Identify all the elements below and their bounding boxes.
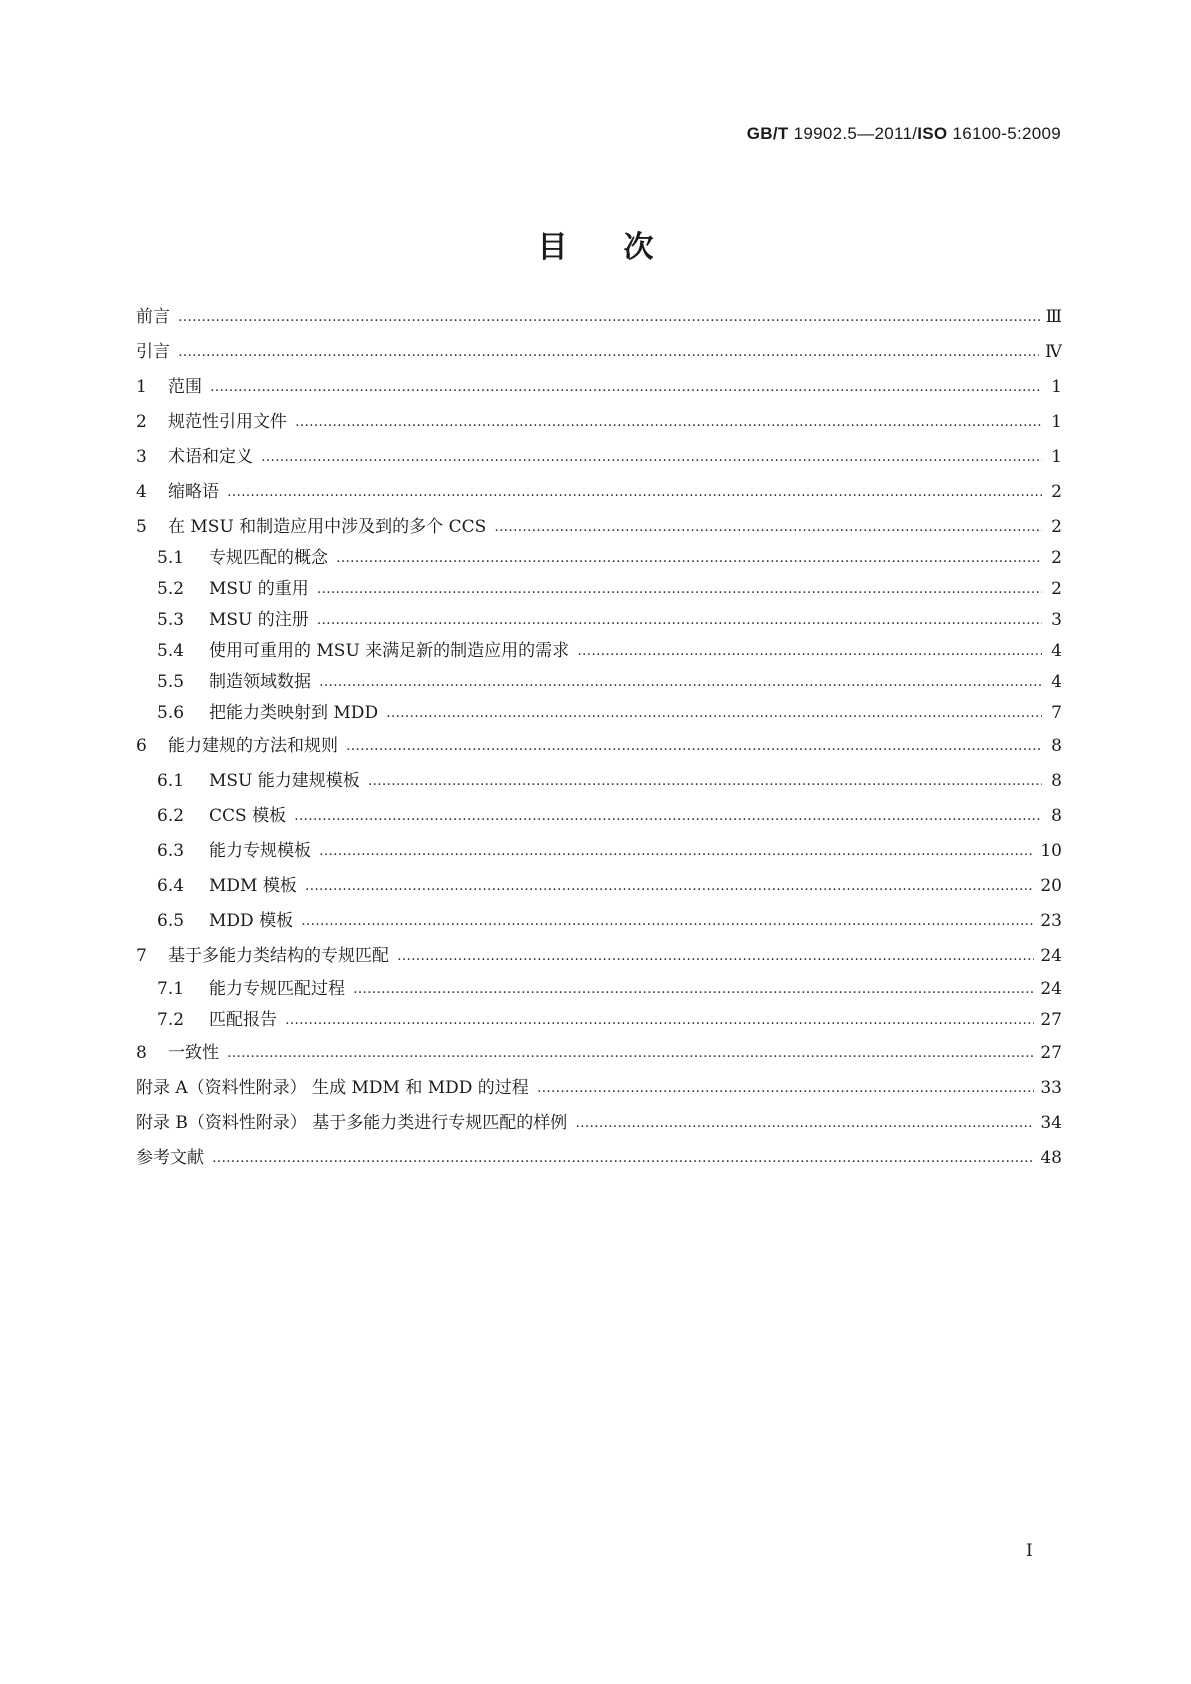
toc-leader-dots (336, 546, 1042, 570)
toc-leader-dots (494, 515, 1042, 539)
toc-entry-page: 2 (1051, 548, 1062, 568)
toc-entry-number: 6.4 (157, 876, 185, 896)
toc-entry-6-5[interactable] (157, 909, 1062, 933)
toc-entry-number: 7.2 (157, 1010, 185, 1030)
toc-entry-page: 27 (1040, 1043, 1062, 1063)
toc-entry-page: 7 (1051, 703, 1062, 723)
toc-entry-7-2[interactable] (157, 1008, 1062, 1032)
toc-entry-5-5[interactable] (157, 670, 1062, 694)
toc-leader-dots (210, 375, 1042, 399)
toc-leader-dots (285, 1008, 1034, 1032)
toc-entry-label: 匹配报告 (209, 1010, 277, 1030)
toc-entry-number: 5.2 (157, 579, 185, 599)
toc-entry-number: 6.3 (157, 841, 185, 861)
toc-entry-label: CCS 模板 (209, 806, 287, 826)
toc-entry-number: 5.1 (157, 548, 185, 568)
toc-leader-dots (317, 608, 1042, 632)
toc-entry-label: 把能力类映射到 MDD (209, 703, 379, 723)
standard-number: 19902.5—2011/ (788, 124, 918, 143)
toc-entry-6-1[interactable] (157, 769, 1062, 793)
toc-entry-8[interactable] (136, 1041, 1062, 1065)
toc-entry-page: 24 (1040, 946, 1062, 966)
toc-entry-number: 8 (136, 1043, 147, 1063)
toc-entry-page: 2 (1051, 579, 1062, 599)
toc-entry-page: 2 (1051, 517, 1062, 537)
toc-entry-number: 7.1 (157, 979, 185, 999)
toc-leader-dots (346, 734, 1042, 758)
toc-entry-number: 2 (136, 412, 147, 432)
toc-entry-appendix-b[interactable] (136, 1111, 1062, 1135)
iso-prefix: ISO (917, 124, 948, 143)
toc-entry-label: 范围 (168, 377, 202, 397)
toc-entry-label: 附录 B（资料性附录） 基于多能力类进行专规匹配的样例 (136, 1113, 568, 1133)
toc-entry-number: 1 (136, 377, 147, 397)
toc-entry-page: 3 (1051, 610, 1062, 630)
toc-entry-page: 10 (1040, 841, 1062, 861)
toc-entry-page: Ⅳ (1045, 342, 1062, 362)
toc-leader-dots (575, 1111, 1034, 1135)
toc-entry-label: 能力专规匹配过程 (209, 979, 345, 999)
toc-entry-page: 1 (1051, 412, 1062, 432)
toc-entry-page: 2 (1051, 482, 1062, 502)
toc-entry-6[interactable] (136, 734, 1062, 758)
toc-entry-5-2[interactable] (157, 577, 1062, 601)
toc-entry-5-4[interactable] (157, 639, 1062, 663)
toc-entry-label: MDD 模板 (209, 911, 294, 931)
toc-entry-number: 5.6 (157, 703, 185, 723)
toc-entry-number: 5.5 (157, 672, 185, 692)
toc-entry-page: 1 (1051, 377, 1062, 397)
toc-entry-5-1[interactable] (157, 546, 1062, 570)
toc-leader-dots (178, 305, 1040, 329)
toc-entry-label: 前言 (136, 307, 170, 327)
toc-leader-dots (397, 944, 1034, 968)
toc-leader-dots (577, 639, 1042, 663)
toc-entry-number: 6.1 (157, 771, 185, 791)
toc-leader-dots (295, 410, 1042, 434)
toc-entry-label: 基于多能力类结构的专规匹配 (168, 946, 389, 966)
toc-entry-page: 27 (1040, 1010, 1062, 1030)
toc-entry-page: 4 (1051, 641, 1062, 661)
toc-leader-dots (294, 804, 1042, 828)
toc-leader-dots (227, 480, 1042, 504)
toc-entry-number: 5.3 (157, 610, 185, 630)
toc-leader-dots (319, 839, 1034, 863)
toc-entry-label: 在 MSU 和制造应用中涉及到的多个 CCS (168, 517, 487, 537)
toc-entry-page: 33 (1040, 1078, 1062, 1098)
toc-entry-number: 3 (136, 447, 147, 467)
toc-leader-dots (319, 670, 1042, 694)
toc-entry-label: 术语和定义 (168, 447, 253, 467)
toc-entry-number: 5.4 (157, 641, 185, 661)
toc-entry-page: 20 (1040, 876, 1062, 896)
toc-entry-introduction[interactable] (136, 340, 1062, 364)
page-title: 目次 (537, 230, 710, 265)
toc-entry-4[interactable] (136, 480, 1062, 504)
toc-leader-dots (386, 701, 1042, 725)
toc-entry-2[interactable] (136, 410, 1062, 434)
toc-entry-number: 7 (136, 946, 147, 966)
toc-leader-dots (368, 769, 1042, 793)
toc-leader-dots (212, 1146, 1034, 1170)
toc-entry-label: MSU 的注册 (209, 610, 309, 630)
toc-entry-page: 1 (1051, 447, 1062, 467)
toc-leader-dots (317, 577, 1042, 601)
toc-entry-number: 4 (136, 482, 147, 502)
toc-entry-6-3[interactable] (157, 839, 1062, 863)
toc-entry-label: 规范性引用文件 (168, 412, 287, 432)
toc-entry-page: 48 (1040, 1148, 1062, 1168)
toc-entry-label: MDM 模板 (209, 876, 297, 896)
toc-entry-page: 8 (1051, 736, 1062, 756)
toc-entry-label: 参考文献 (136, 1148, 204, 1168)
toc-entry-label: 引言 (136, 342, 170, 362)
toc-entry-label: 制造领域数据 (209, 672, 311, 692)
toc-entry-page: 8 (1051, 806, 1062, 826)
toc-entry-6-2[interactable] (157, 804, 1062, 828)
toc-entry-preface[interactable] (136, 305, 1062, 329)
toc-entry-5-3[interactable] (157, 608, 1062, 632)
toc-entry-1[interactable] (136, 375, 1062, 399)
toc-entry-5[interactable] (136, 515, 1062, 539)
toc-entry-appendix-a[interactable] (136, 1076, 1062, 1100)
toc-entry-label: 附录 A（资料性附录） 生成 MDM 和 MDD 的过程 (136, 1078, 529, 1098)
toc-entry-page: 4 (1051, 672, 1062, 692)
toc-entry-page: 24 (1040, 979, 1062, 999)
toc-entry-page: Ⅲ (1045, 307, 1062, 327)
toc-entry-label: 缩略语 (168, 482, 219, 502)
toc-leader-dots (301, 909, 1034, 933)
toc-leader-dots (305, 874, 1035, 898)
toc-entry-5-6[interactable] (157, 701, 1062, 725)
toc-entry-bibliography[interactable] (136, 1146, 1062, 1170)
toc-entry-6-4[interactable] (157, 874, 1062, 898)
standard-prefix: GB/T (746, 124, 789, 143)
toc-entry-page: 8 (1051, 771, 1062, 791)
toc-entry-page: 34 (1040, 1113, 1062, 1133)
toc-entry-number: 6.5 (157, 911, 185, 931)
toc-entry-label: 一致性 (168, 1043, 219, 1063)
toc-entry-label: MSU 的重用 (209, 579, 309, 599)
toc-entry-label: 专规匹配的概念 (209, 548, 328, 568)
toc-entry-7[interactable] (136, 944, 1062, 968)
toc-entry-number: 6.2 (157, 806, 185, 826)
toc-leader-dots (227, 1041, 1034, 1065)
toc-entry-label: 能力专规模板 (209, 841, 311, 861)
toc-entry-label: 使用可重用的 MSU 来满足新的制造应用的需求 (209, 641, 570, 661)
toc-entry-number: 5 (136, 517, 147, 537)
toc-entry-label: 能力建规的方法和规则 (168, 736, 338, 756)
toc-entry-7-1[interactable] (157, 977, 1062, 1001)
iso-number: 16100-5:2009 (947, 124, 1061, 143)
toc-leader-dots (178, 340, 1039, 364)
toc-leader-dots (537, 1076, 1035, 1100)
toc-entry-label: MSU 能力建规模板 (209, 771, 360, 791)
toc-entry-3[interactable] (136, 445, 1062, 469)
toc-leader-dots (353, 977, 1034, 1001)
toc-entry-number: 6 (136, 736, 147, 756)
toc-leader-dots (261, 445, 1042, 469)
toc-entry-page: 23 (1040, 911, 1062, 931)
page-number: I (1026, 1541, 1033, 1561)
